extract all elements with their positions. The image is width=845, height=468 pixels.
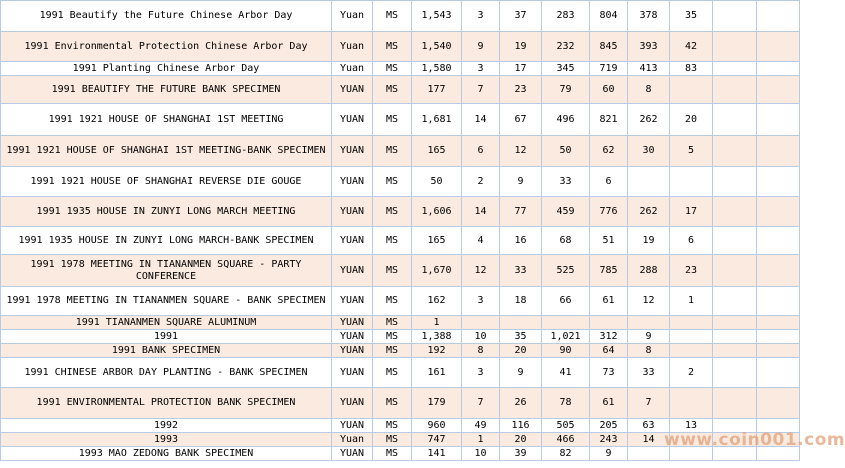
total-cell: 1,388	[412, 330, 462, 344]
col-b-cell: 9	[500, 358, 542, 388]
col-h-cell	[757, 388, 800, 419]
table-row	[1, 433, 800, 447]
col-f-cell: 6	[670, 227, 713, 255]
col-e-cell: 288	[628, 255, 670, 287]
unit-cell: YUAN	[332, 76, 373, 104]
col-e-cell: 63	[628, 419, 670, 433]
col-a-cell: 14	[462, 104, 500, 136]
col-e-cell: 378	[628, 1, 670, 32]
col-b-cell: 17	[500, 62, 542, 76]
grade-type-cell: MS	[373, 255, 412, 287]
col-g-cell	[713, 287, 757, 316]
col-a-cell: 9	[462, 32, 500, 62]
table-row	[1, 62, 800, 76]
unit-cell: YUAN	[332, 287, 373, 316]
col-f-cell: 13	[670, 419, 713, 433]
col-f-cell: 17	[670, 197, 713, 227]
col-b-cell: 35	[500, 330, 542, 344]
item-name-cell: 1991 Beautify the Future Chinese Arbor Day	[1, 1, 332, 32]
unit-cell: YUAN	[332, 388, 373, 419]
col-h-cell	[757, 1, 800, 32]
total-cell: 1,540	[412, 32, 462, 62]
total-cell: 192	[412, 344, 462, 358]
grade-type-cell: MS	[373, 104, 412, 136]
item-name-cell: 1991 BEAUTIFY THE FUTURE BANK SPECIMEN	[1, 76, 332, 104]
col-f-cell: 20	[670, 104, 713, 136]
col-h-cell	[757, 227, 800, 255]
grade-type-cell: MS	[373, 388, 412, 419]
col-b-cell: 12	[500, 136, 542, 167]
col-f-cell	[670, 388, 713, 419]
col-c-cell: 79	[542, 76, 590, 104]
col-h-cell	[757, 76, 800, 104]
col-h-cell	[757, 447, 800, 461]
col-a-cell: 1	[462, 433, 500, 447]
total-cell: 177	[412, 76, 462, 104]
total-cell: 1,606	[412, 197, 462, 227]
col-a-cell: 3	[462, 358, 500, 388]
col-h-cell	[757, 104, 800, 136]
col-g-cell	[713, 358, 757, 388]
table-row	[1, 316, 800, 330]
unit-cell: Yuan	[332, 433, 373, 447]
col-b-cell: 67	[500, 104, 542, 136]
item-name-cell: 1992	[1, 419, 332, 433]
col-a-cell	[462, 316, 500, 330]
item-name-cell: 1991 1921 HOUSE OF SHANGHAI 1ST MEETING-BANK SPECIMEN	[1, 136, 332, 167]
col-f-cell	[670, 447, 713, 461]
col-d-cell: 785	[590, 255, 628, 287]
unit-cell: YUAN	[332, 104, 373, 136]
total-cell: 179	[412, 388, 462, 419]
col-g-cell	[713, 1, 757, 32]
total-cell: 1,543	[412, 1, 462, 32]
col-c-cell: 82	[542, 447, 590, 461]
col-f-cell	[670, 433, 713, 447]
col-b-cell: 19	[500, 32, 542, 62]
grade-type-cell: MS	[373, 330, 412, 344]
unit-cell: YUAN	[332, 419, 373, 433]
item-name-cell: 1991 CHINESE ARBOR DAY PLANTING - BANK SPECIMEN	[1, 358, 332, 388]
grade-type-cell: MS	[373, 344, 412, 358]
col-f-cell: 5	[670, 136, 713, 167]
grade-type-cell: MS	[373, 76, 412, 104]
col-a-cell: 2	[462, 167, 500, 197]
table-row	[1, 447, 800, 461]
col-g-cell	[713, 62, 757, 76]
col-e-cell: 262	[628, 104, 670, 136]
unit-cell: Yuan	[332, 32, 373, 62]
col-h-cell	[757, 330, 800, 344]
col-h-cell	[757, 32, 800, 62]
grade-type-cell: MS	[373, 419, 412, 433]
col-f-cell: 23	[670, 255, 713, 287]
col-c-cell: 1,021	[542, 330, 590, 344]
col-e-cell: 30	[628, 136, 670, 167]
col-c-cell: 525	[542, 255, 590, 287]
col-a-cell: 4	[462, 227, 500, 255]
col-b-cell	[500, 316, 542, 330]
grade-type-cell: MS	[373, 433, 412, 447]
col-h-cell	[757, 62, 800, 76]
unit-cell: YUAN	[332, 344, 373, 358]
grade-type-cell: MS	[373, 358, 412, 388]
item-name-cell: 1991 Environmental Protection Chinese Arbor Day	[1, 32, 332, 62]
col-h-cell	[757, 255, 800, 287]
unit-cell: Yuan	[332, 62, 373, 76]
item-name-cell: 1991 1921 HOUSE OF SHANGHAI REVERSE DIE GOUGE	[1, 167, 332, 197]
total-cell: 1,681	[412, 104, 462, 136]
unit-cell: YUAN	[332, 316, 373, 330]
col-b-cell: 20	[500, 433, 542, 447]
unit-cell: YUAN	[332, 197, 373, 227]
grade-type-cell: MS	[373, 227, 412, 255]
table-row	[1, 197, 800, 227]
col-c-cell: 50	[542, 136, 590, 167]
total-cell: 161	[412, 358, 462, 388]
col-c-cell: 232	[542, 32, 590, 62]
col-c-cell: 68	[542, 227, 590, 255]
site-watermark: www.coin001.com	[664, 430, 845, 450]
col-g-cell	[713, 167, 757, 197]
table-row	[1, 32, 800, 62]
col-h-cell	[757, 167, 800, 197]
col-d-cell: 243	[590, 433, 628, 447]
col-d-cell: 61	[590, 388, 628, 419]
table-row	[1, 388, 800, 419]
col-f-cell	[670, 344, 713, 358]
table-row	[1, 104, 800, 136]
col-g-cell	[713, 227, 757, 255]
col-b-cell: 23	[500, 76, 542, 104]
item-name-cell: 1991 1921 HOUSE OF SHANGHAI 1ST MEETING	[1, 104, 332, 136]
grade-type-cell: MS	[373, 32, 412, 62]
grade-type-cell: MS	[373, 62, 412, 76]
col-g-cell	[713, 32, 757, 62]
total-cell: 165	[412, 227, 462, 255]
col-g-cell	[713, 344, 757, 358]
col-d-cell: 64	[590, 344, 628, 358]
col-e-cell: 9	[628, 330, 670, 344]
col-g-cell	[713, 136, 757, 167]
col-d-cell: 776	[590, 197, 628, 227]
col-e-cell: 393	[628, 32, 670, 62]
item-name-cell: 1991 BANK SPECIMEN	[1, 344, 332, 358]
col-a-cell: 10	[462, 330, 500, 344]
total-cell: 141	[412, 447, 462, 461]
col-a-cell: 8	[462, 344, 500, 358]
col-b-cell: 26	[500, 388, 542, 419]
col-a-cell: 7	[462, 388, 500, 419]
col-g-cell	[713, 255, 757, 287]
col-e-cell	[628, 167, 670, 197]
col-h-cell	[757, 316, 800, 330]
table-row	[1, 167, 800, 197]
col-g-cell	[713, 419, 757, 433]
table-row	[1, 136, 800, 167]
col-g-cell	[713, 76, 757, 104]
col-c-cell: 41	[542, 358, 590, 388]
col-e-cell: 14	[628, 433, 670, 447]
col-c-cell	[542, 316, 590, 330]
table-row	[1, 358, 800, 388]
grade-type-cell: MS	[373, 1, 412, 32]
total-cell: 1,670	[412, 255, 462, 287]
col-d-cell: 312	[590, 330, 628, 344]
col-d-cell: 205	[590, 419, 628, 433]
unit-cell: YUAN	[332, 330, 373, 344]
col-e-cell: 19	[628, 227, 670, 255]
table-row	[1, 344, 800, 358]
col-c-cell: 496	[542, 104, 590, 136]
col-b-cell: 20	[500, 344, 542, 358]
table-row	[1, 227, 800, 255]
item-name-cell: 1991 1978 MEETING IN TIANANMEN SQUARE - BANK SPECIMEN	[1, 287, 332, 316]
col-b-cell: 9	[500, 167, 542, 197]
col-c-cell: 66	[542, 287, 590, 316]
col-f-cell: 83	[670, 62, 713, 76]
unit-cell: YUAN	[332, 167, 373, 197]
item-name-cell: 1991	[1, 330, 332, 344]
grade-type-cell: MS	[373, 287, 412, 316]
col-h-cell	[757, 197, 800, 227]
total-cell: 1,580	[412, 62, 462, 76]
col-b-cell: 37	[500, 1, 542, 32]
col-g-cell	[713, 433, 757, 447]
col-a-cell: 10	[462, 447, 500, 461]
col-c-cell: 33	[542, 167, 590, 197]
col-e-cell: 8	[628, 344, 670, 358]
item-name-cell: 1993 MAO ZEDONG BANK SPECIMEN	[1, 447, 332, 461]
total-cell: 50	[412, 167, 462, 197]
col-a-cell: 3	[462, 287, 500, 316]
col-d-cell: 60	[590, 76, 628, 104]
table-row	[1, 1, 800, 32]
col-h-cell	[757, 344, 800, 358]
col-a-cell: 14	[462, 197, 500, 227]
col-g-cell	[713, 104, 757, 136]
col-d-cell: 6	[590, 167, 628, 197]
col-d-cell: 821	[590, 104, 628, 136]
col-h-cell	[757, 358, 800, 388]
unit-cell: YUAN	[332, 447, 373, 461]
unit-cell: YUAN	[332, 358, 373, 388]
col-h-cell	[757, 287, 800, 316]
item-name-cell: 1991 1935 HOUSE IN ZUNYI LONG MARCH MEETING	[1, 197, 332, 227]
total-cell: 747	[412, 433, 462, 447]
col-f-cell: 2	[670, 358, 713, 388]
col-f-cell: 42	[670, 32, 713, 62]
total-cell: 162	[412, 287, 462, 316]
total-cell: 1	[412, 316, 462, 330]
unit-cell: Yuan	[332, 1, 373, 32]
col-d-cell: 804	[590, 1, 628, 32]
grade-type-cell: MS	[373, 167, 412, 197]
col-f-cell	[670, 76, 713, 104]
col-a-cell: 49	[462, 419, 500, 433]
item-name-cell: 1991 ENVIRONMENTAL PROTECTION BANK SPECIMEN	[1, 388, 332, 419]
col-a-cell: 3	[462, 1, 500, 32]
col-c-cell: 90	[542, 344, 590, 358]
col-e-cell	[628, 316, 670, 330]
col-b-cell: 16	[500, 227, 542, 255]
table-row	[1, 76, 800, 104]
col-c-cell: 78	[542, 388, 590, 419]
col-a-cell: 3	[462, 62, 500, 76]
col-b-cell: 77	[500, 197, 542, 227]
col-d-cell: 51	[590, 227, 628, 255]
table-row	[1, 330, 800, 344]
col-h-cell	[757, 419, 800, 433]
unit-cell: YUAN	[332, 255, 373, 287]
table-row	[1, 419, 800, 433]
item-name-cell: 1991 Planting Chinese Arbor Day	[1, 62, 332, 76]
col-d-cell: 719	[590, 62, 628, 76]
col-e-cell: 413	[628, 62, 670, 76]
col-b-cell: 116	[500, 419, 542, 433]
col-f-cell: 1	[670, 287, 713, 316]
col-f-cell	[670, 316, 713, 330]
col-h-cell	[757, 433, 800, 447]
col-g-cell	[713, 447, 757, 461]
col-g-cell	[713, 316, 757, 330]
col-e-cell: 262	[628, 197, 670, 227]
col-h-cell	[757, 136, 800, 167]
unit-cell: YUAN	[332, 136, 373, 167]
unit-cell: YUAN	[332, 227, 373, 255]
table-row	[1, 287, 800, 316]
grade-type-cell: MS	[373, 447, 412, 461]
col-e-cell: 8	[628, 76, 670, 104]
col-f-cell	[670, 167, 713, 197]
col-g-cell	[713, 330, 757, 344]
total-cell: 960	[412, 419, 462, 433]
col-c-cell: 345	[542, 62, 590, 76]
col-d-cell: 61	[590, 287, 628, 316]
col-c-cell: 505	[542, 419, 590, 433]
col-e-cell: 12	[628, 287, 670, 316]
col-b-cell: 18	[500, 287, 542, 316]
col-d-cell: 9	[590, 447, 628, 461]
col-a-cell: 12	[462, 255, 500, 287]
col-e-cell: 33	[628, 358, 670, 388]
col-e-cell: 7	[628, 388, 670, 419]
col-f-cell	[670, 330, 713, 344]
col-d-cell: 845	[590, 32, 628, 62]
col-c-cell: 459	[542, 197, 590, 227]
col-d-cell: 73	[590, 358, 628, 388]
col-f-cell: 35	[670, 1, 713, 32]
col-a-cell: 7	[462, 76, 500, 104]
item-name-cell: 1993	[1, 433, 332, 447]
grade-type-cell: MS	[373, 316, 412, 330]
col-a-cell: 6	[462, 136, 500, 167]
col-c-cell: 466	[542, 433, 590, 447]
col-c-cell: 283	[542, 1, 590, 32]
table-row	[1, 255, 800, 287]
item-name-cell: 1991 TIANANMEN SQUARE ALUMINUM	[1, 316, 332, 330]
grade-type-cell: MS	[373, 136, 412, 167]
item-name-cell: 1991 1978 MEETING IN TIANANMEN SQUARE - PARTY CONFERENCE	[1, 255, 332, 287]
col-d-cell	[590, 316, 628, 330]
total-cell: 165	[412, 136, 462, 167]
col-g-cell	[713, 388, 757, 419]
col-e-cell	[628, 447, 670, 461]
grade-type-cell: MS	[373, 197, 412, 227]
col-d-cell: 62	[590, 136, 628, 167]
col-g-cell	[713, 197, 757, 227]
col-b-cell: 39	[500, 447, 542, 461]
col-b-cell: 33	[500, 255, 542, 287]
item-name-cell: 1991 1935 HOUSE IN ZUNYI LONG MARCH-BANK SPECIMEN	[1, 227, 332, 255]
